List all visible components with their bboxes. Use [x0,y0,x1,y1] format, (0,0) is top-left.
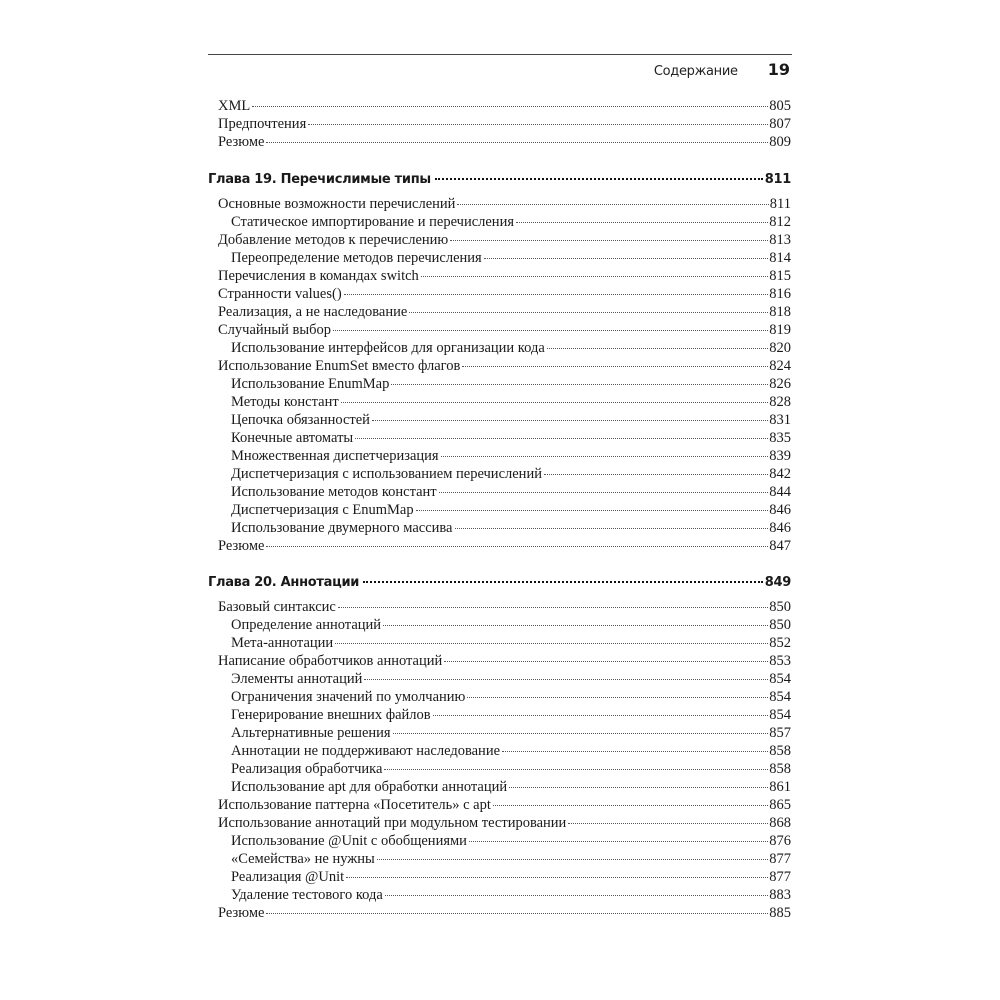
dot-leader [364,679,768,680]
toc-entry[interactable] [208,231,791,249]
toc-entry-page: 828 [769,394,791,410]
toc-entry-page: 818 [769,304,791,320]
dot-leader [441,456,769,457]
dot-leader [344,294,769,295]
toc-entry-title: Использование аннотаций при модульном тестировании [218,815,567,831]
toc-entry-page: 842 [769,466,791,482]
dot-leader [509,787,768,788]
toc-entry-page: 819 [769,322,791,338]
dot-leader [435,178,763,180]
chapter-page: 811 [764,172,791,187]
toc-entry[interactable] [208,195,791,213]
toc-entry-page: 807 [769,116,791,132]
toc-entry[interactable] [208,267,791,285]
toc-entry-title: Написание обработчиков аннотаций [218,653,443,669]
toc-entry[interactable] [208,796,791,814]
toc-entry-page: 811 [769,196,791,212]
toc-entry-title: XML [218,98,251,114]
toc-entry-page: 847 [769,538,791,554]
toc-entry[interactable] [208,357,791,375]
toc-entry-page: 820 [769,340,791,356]
toc-entry[interactable] [208,616,791,634]
chapter-page: 849 [764,575,791,590]
toc-entry-title: Добавление методов к перечислению [218,232,449,248]
chapter-title: Глава 20. Аннотации [208,575,360,590]
dot-leader [547,348,768,349]
toc-entry[interactable] [208,303,791,321]
toc-entry[interactable] [208,519,791,537]
toc-entry-title: Использование двумерного массива [231,520,453,536]
toc-entry[interactable] [208,249,791,267]
chapter-title: Глава 19. Перечислимые типы [208,172,431,187]
dot-leader [346,877,768,878]
dot-leader [391,384,768,385]
toc-entry[interactable] [208,868,791,886]
toc-chapter-20[interactable] [208,573,791,593]
toc-entry-title: Конечные автоматы [231,430,354,446]
toc-entry[interactable] [208,375,791,393]
toc-entry-title: Определение аннотаций [231,617,382,633]
dot-leader [385,895,768,896]
toc-entry-page: 850 [769,617,791,633]
toc-entry-page: 857 [769,725,791,741]
toc-entry[interactable] [208,339,791,357]
dot-leader [266,913,768,914]
toc-entry-page: 883 [769,887,791,903]
dot-leader [433,715,769,716]
toc-entry[interactable] [208,814,791,832]
toc-entry-page: 805 [769,98,791,114]
toc-entry-title: Диспетчеризация с использованием перечислений [231,466,542,482]
toc-entry-title: Реализация, а не наследование [218,304,408,320]
page-number: 19 [767,60,790,79]
toc-entry-title: Основные возможности перечислений [218,196,456,212]
toc-entry-title: Статическое импортирование и перечисления [231,214,514,230]
toc-entry[interactable] [208,447,791,465]
dot-leader [377,859,768,860]
toc-entry-title: Резюме [218,538,265,554]
toc-entry-page: 809 [769,134,791,150]
toc-entry-page: 826 [769,376,791,392]
toc-entry-title: Удаление тестового кода [231,887,383,903]
toc-entry-page: 824 [769,358,791,374]
toc-entry-title: Диспетчеризация с EnumMap [231,502,414,518]
toc-entry-page: 885 [769,905,791,921]
dot-leader [450,240,768,241]
toc-entry-page: 853 [769,653,791,669]
dot-leader [383,625,768,626]
dot-leader [355,438,768,439]
dot-leader [455,528,769,529]
toc-entry-title: Методы констант [231,394,339,410]
toc-entry-title: Реализация @Unit [231,869,345,885]
toc-entry[interactable] [208,483,791,501]
dot-leader [335,643,768,644]
toc-entry-title: Использование EnumSet вместо флагов [218,358,461,374]
toc-section-a [208,97,791,151]
toc-entry-title: Использование EnumMap [231,376,390,392]
toc-entry[interactable] [208,97,791,115]
toc-entry-title: Генерирование внешних файлов [231,707,431,723]
toc-entry-title: Использование паттерна «Посетитель» с apt [218,797,491,813]
toc-entry-title: Резюме [218,134,265,150]
header-rule [208,54,792,55]
toc-entry-title: Ограничения значений по умолчанию [231,689,466,705]
toc-entry[interactable] [208,724,791,742]
dot-leader [568,823,768,824]
dot-leader [372,420,768,421]
toc-entry-title: Переопределение методов перечисления [231,250,482,266]
toc-entry-page: 854 [769,671,791,687]
toc-entry[interactable] [208,760,791,778]
dot-leader [416,510,769,511]
toc-entry[interactable] [208,850,791,868]
toc-entry-title: Использование apt для обработки аннотаций [231,779,508,795]
toc-entry-title: Использование @Unit с обобщениями [231,833,467,849]
toc-entry-page: 812 [769,214,791,230]
toc-entry[interactable] [208,634,791,652]
dot-leader [409,312,768,313]
toc-entry-title: Использование интерфейсов для организации кода [231,340,545,356]
dot-leader [467,697,768,698]
toc-entry-page: 858 [769,743,791,759]
dot-leader [502,751,768,752]
toc-entry-title: Элементы аннотаций [231,671,363,687]
toc-entry-page: 852 [769,635,791,651]
dot-leader [393,733,769,734]
running-title: Содержание [653,64,738,79]
toc-entry-page: 813 [769,232,791,248]
toc-entry-page: 831 [769,412,791,428]
toc-entry-page: 844 [769,484,791,500]
toc-entry[interactable] [208,213,791,231]
toc-entry-page: 877 [769,869,791,885]
toc-entry-page: 877 [769,851,791,867]
toc-entry[interactable] [208,832,791,850]
toc-entry[interactable] [208,393,791,411]
toc-entry-page: 854 [769,689,791,705]
dot-leader [462,366,768,367]
toc-entry[interactable] [208,886,791,904]
toc-entry[interactable] [208,598,791,616]
toc-entry-title: Альтернативные решения [231,725,391,741]
toc-entry-page: 858 [769,761,791,777]
dot-leader [457,204,768,205]
toc-entry[interactable] [208,706,791,724]
dot-leader [333,330,768,331]
dot-leader [363,581,763,583]
toc-entry-title: Предпочтения [218,116,307,132]
dot-leader [421,276,768,277]
dot-leader [308,124,768,125]
toc-entry-title: Базовый синтаксис [218,599,336,615]
dot-leader [338,607,768,608]
toc-entry[interactable] [208,670,791,688]
toc-entry[interactable] [208,133,791,151]
toc-entry-page: 835 [769,430,791,446]
dot-leader [266,142,768,143]
toc-entry-page: 854 [769,707,791,723]
toc-section-c [208,598,791,922]
toc-entry-title: Аннотации не поддерживают наследование [231,743,501,759]
toc-entry-page: 846 [769,502,791,518]
toc-entry-page: 815 [769,268,791,284]
toc-entry-title: Использование методов констант [231,484,437,500]
toc-entry[interactable] [208,778,791,796]
toc-entry-page: 839 [769,448,791,464]
toc-entry-title: «Семейства» не нужны [231,851,375,867]
dot-leader [493,805,768,806]
dot-leader [341,402,769,403]
toc-entry-title: Реализация обработчика [231,761,383,777]
toc-chapter-19[interactable] [208,170,791,190]
toc-entry[interactable] [208,411,791,429]
toc-entry[interactable] [208,321,791,339]
dot-leader [544,474,768,475]
toc-entry-title: Мета-аннотации [231,635,334,651]
toc-entry-page: 850 [769,599,791,615]
toc-entry-title: Цепочка обязанностей [231,412,370,428]
toc-entry[interactable] [208,115,791,133]
toc-entry[interactable] [208,537,791,555]
toc-entry-title: Странности values() [218,286,342,302]
toc-entry-page: 814 [769,250,791,266]
dot-leader [469,841,768,842]
toc-entry-title: Перечисления в командах switch [218,268,419,284]
toc-section-b [208,195,791,555]
dot-leader [266,546,768,547]
toc-entry[interactable] [208,285,791,303]
dot-leader [444,661,768,662]
toc-entry-title: Множественная диспетчеризация [231,448,439,464]
dot-leader [252,106,768,107]
toc-entry[interactable] [208,429,791,447]
toc-entry-title: Резюме [218,905,265,921]
running-header [654,60,790,79]
toc-entry-page: 846 [769,520,791,536]
toc-entry[interactable] [208,501,791,519]
toc-entry-page: 868 [769,815,791,831]
toc-entry-page: 865 [769,797,791,813]
dot-leader [384,769,768,770]
toc-entry[interactable] [208,742,791,760]
dot-leader [484,258,769,259]
toc-entry-page: 816 [769,286,791,302]
dot-leader [439,492,769,493]
toc-entry-page: 876 [769,833,791,849]
toc-entry[interactable] [208,465,791,483]
toc-entry[interactable] [208,652,791,670]
toc-entry[interactable] [208,904,791,922]
toc-entry-page: 861 [769,779,791,795]
toc-entry[interactable] [208,688,791,706]
dot-leader [516,222,768,223]
toc-entry-title: Случайный выбор [218,322,331,338]
